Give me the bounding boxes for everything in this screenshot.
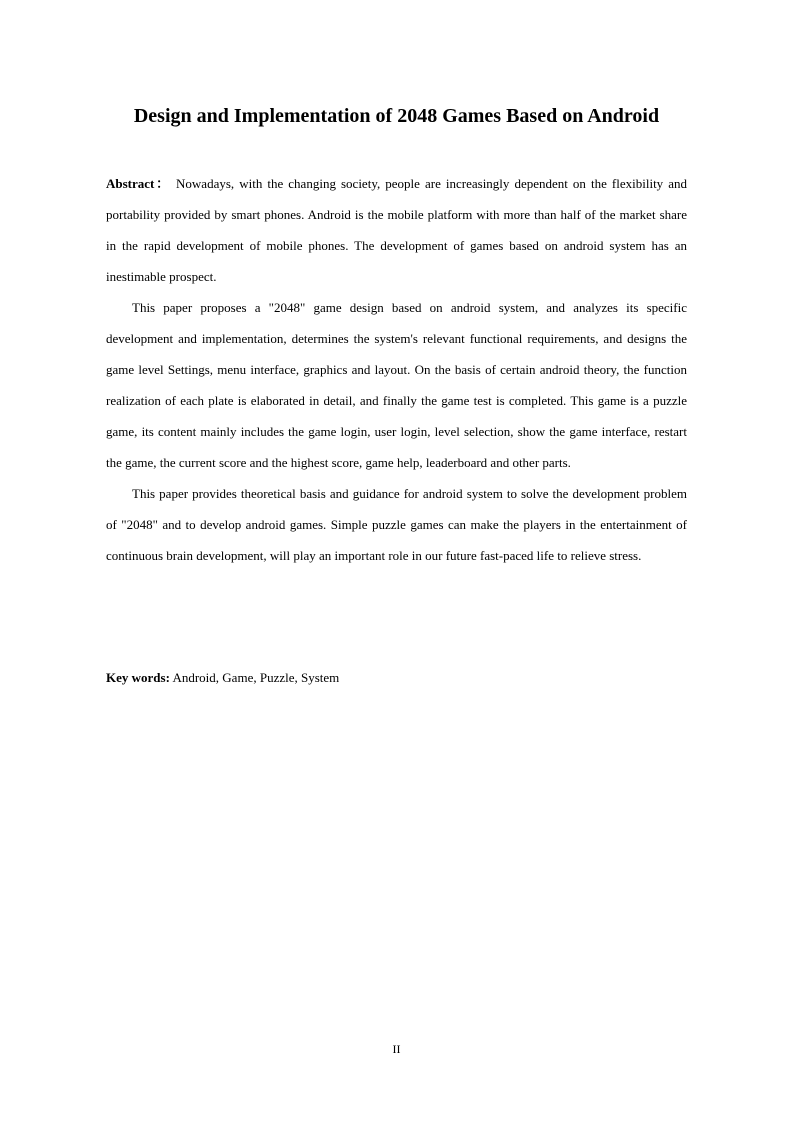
keywords-line [106,662,687,693]
abstract-paragraph-1 [106,168,687,292]
abstract-paragraph-1-text: Nowadays, with the changing society, people are increasingly dependent on the flexibility and portability provided by smart phones. Android is the mobile platform with more than half of the market share in the rapid development of mobile phones. The development of games based on android system has an inestimable prospect. [106,176,687,284]
paper-title: Design and Implementation of 2048 Games Based on Android [133,105,660,127]
abstract-paragraph-2: This paper proposes a "2048" game design based on android system, and analyzes its specific development and implementation, determines the system's relevant functional requirements, and designs the game level Settings, menu interface, graphics and layout. On the basis of certain android theory, the function realization of each plate is elaborated in detail, and finally the game test is completed. This game is a puzzle game, its content mainly includes the game login, user login, level selection, show the game interface, restart the game, the current score and the highest score, game help, leaderboard and other parts. [106,300,687,470]
abstract-label: Abstract： [106,176,171,191]
keywords-label: Key words: [106,670,170,685]
page-number: II [392,1042,401,1056]
keywords-value: Android, Game, Puzzle, System [172,670,340,685]
abstract-section [106,168,687,571]
abstract-paragraph-3: This paper provides theoretical basis and guidance for android system to solve the development problem of "2048" and to develop android games. Simple puzzle games can make the players in the entertainment of continuous brain development, will play an important role in our future fast-paced life to relieve stress. [106,486,687,563]
